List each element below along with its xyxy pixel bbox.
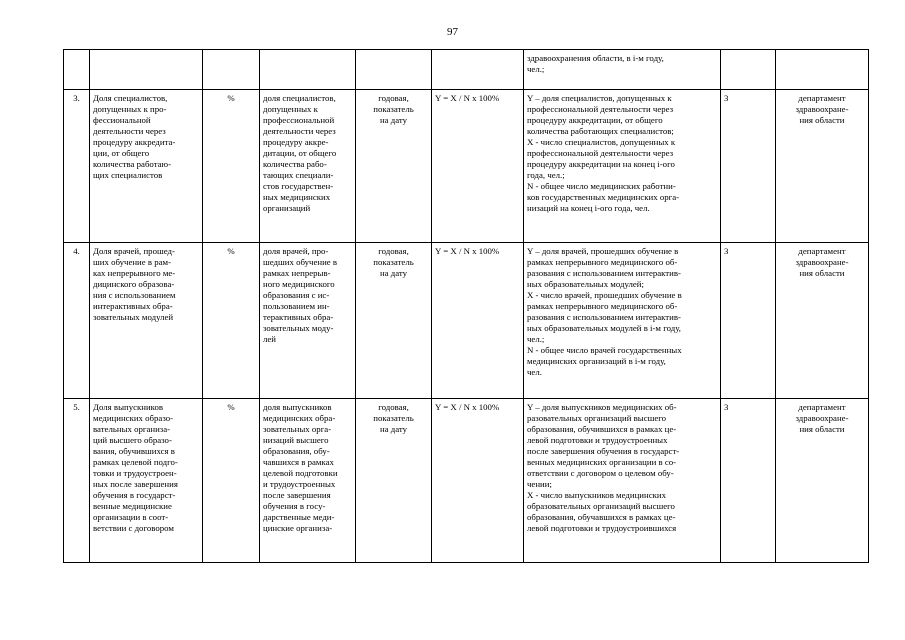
code-cell: 3	[721, 90, 776, 243]
page-number: 97	[447, 26, 458, 38]
empty-cell	[260, 50, 356, 90]
empty-cell	[776, 50, 869, 90]
empty-cell	[721, 50, 776, 90]
row-number: 4.	[64, 243, 90, 399]
row-number: 5.	[64, 399, 90, 563]
period-cell: годовая, показатель на дату	[356, 90, 432, 243]
definition-cell: доля врачей, про- шедших обучение в рамках непрерыв- ного медицинского образования с ис- пользованием ин- терактивных обра- зовательных моду- лей	[260, 243, 356, 399]
row-number: 3.	[64, 90, 90, 243]
continuation-row	[64, 50, 869, 90]
period-cell: годовая, показатель на дату	[356, 243, 432, 399]
method-cell: Y – доля выпускников медицинских об- разовательных организаций высшего образования, обучившихся в рамках це- левой подготовки и трудоустроенных после завершения обучения в государст- венных медицинских организации в со- ответствии с договором о целевом обу- чении; X - число выпускников медицинских образовательных организаций высшего образования, обучавшихся в рамках це- левой подготовки и трудоустроившихся	[524, 399, 721, 563]
indicators-table	[63, 49, 869, 563]
responsible-cell: департамент здравоохране- ния области	[776, 243, 869, 399]
method-cell	[524, 50, 721, 90]
empty-cell	[64, 50, 90, 90]
definition-cell: доля выпускников медицинских обра- зовательных орга- низаций высшего образования, обу- чавшихся в рамках целевой подготовки и трудоустроенных после завершения обучения в госу- дарственные меди- цинские организа-	[260, 399, 356, 563]
unit-cell: %	[203, 90, 260, 243]
indicator-name: Доля специалистов, допущенных к про- фессиональной деятельности через процедуру аккредита- ции, от общего количества работаю- щих специалистов	[90, 90, 203, 243]
empty-cell	[432, 50, 524, 90]
empty-cell	[90, 50, 203, 90]
table-row	[64, 399, 869, 563]
method-cell: Y – доля врачей, прошедших обучение в рамках непрерывного медицинского об- разования с использованием интерактив- ных образовательных модулей; X - число врачей, прошедших обучение в рамках непрерывного медицинского об- разования с использованием интерактив- ных образовательных модулей в i-м году, чел.; N - общее число врачей государственных медицинских организаций в i-м году, чел.	[524, 243, 721, 399]
unit-cell: %	[203, 399, 260, 563]
indicator-name: Доля выпускников медицинских образо- вательных организа- ций высшего образо- вания, обучившихся в рамках целевой подго- товки и трудоустроен- ных после завершения обучения в государст- венные медицинские организации в соот- ветствии с договором	[90, 399, 203, 563]
responsible-cell: департамент здравоохране- ния области	[776, 399, 869, 563]
table-row	[64, 243, 869, 399]
code-cell: 3	[721, 399, 776, 563]
empty-cell	[356, 50, 432, 90]
definition-cell: доля специалистов, допущенных к профессиональной деятельности через процедуру аккре- дитации, от общего количества рабо- тающих специали- стов государствен- ных медицинских организаций	[260, 90, 356, 243]
method-cell: Y – доля специалистов, допущенных к профессиональной деятельности через процедуру аккредитации, от общего количества работающих специалистов; X - число специалистов, допущенных к профессиональной деятельности через процедуру аккредитации на конец i-ого года, чел.; N - общее число медицинских работни- ков государственных медицинских орга- низаций на конец i-ого года, чел.	[524, 90, 721, 243]
indicator-name: Доля врачей, прошед- ших обучение в рам- ках непрерывного ме- дицинского образова- ния с использованием интерактивных обра- зовательных модулей	[90, 243, 203, 399]
formula-cell: Y = X / N x 100%	[432, 243, 524, 399]
empty-cell	[203, 50, 260, 90]
formula-cell: Y = X / N x 100%	[432, 90, 524, 243]
continuation-text: здравоохранения области, в i-м году, чел.;	[527, 53, 664, 74]
responsible-cell: департамент здравоохране- ния области	[776, 90, 869, 243]
formula-cell: Y = X / N x 100%	[432, 399, 524, 563]
table-row	[64, 90, 869, 243]
code-cell: 3	[721, 243, 776, 399]
period-cell: годовая, показатель на дату	[356, 399, 432, 563]
unit-cell: %	[203, 243, 260, 399]
